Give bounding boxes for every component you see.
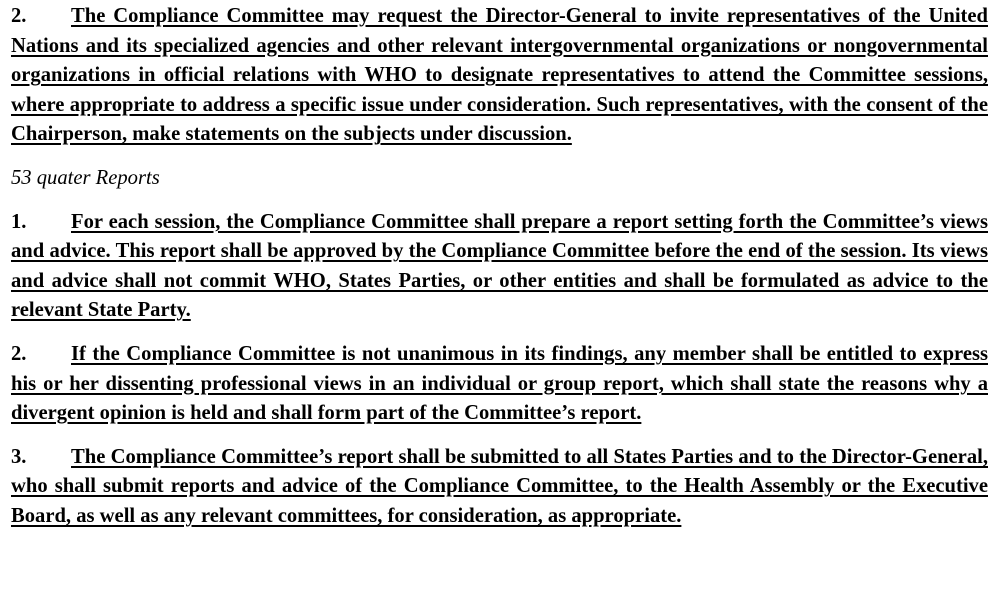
paragraph-number: 2. bbox=[11, 5, 27, 27]
paragraph-representatives bbox=[11, 2, 988, 150]
paragraph-text: The Compliance Committee may request the Director-General to invite representatives of the United Nations and its specialized agencies and other relevant intergovernmental organizations or nongovernmental organizations in official relations with WHO to designate representatives to attend the Committee sessions, where appropriate to address a specific issue under consideration. Such representatives, with the consent of the Chairperson, make statements on the subjects under discussion. bbox=[11, 5, 988, 146]
section-heading: 53 quater Reports bbox=[11, 166, 160, 189]
paragraph-number: 2. bbox=[11, 342, 27, 365]
paragraph-text: For each session, the Compliance Committee shall prepare a report setting forth the Committee’s views and advice. This report shall be approved by the Compliance Committee before the end of the session. Its views and advice shall not commit WHO, States Parties, or other entities and shall be formulated as advice to the relevant State Party. bbox=[11, 210, 988, 322]
paragraph-report-preparation bbox=[11, 208, 988, 326]
paragraph-dissenting-views bbox=[11, 340, 988, 429]
paragraph-report-submission bbox=[11, 443, 988, 532]
paragraph-number: 3. bbox=[11, 445, 27, 468]
paragraph-text: If the Compliance Committee is not unanimous in its findings, any member shall be entitled to express his or her dissenting professional views in an individual or group report, which shall state the reasons why a divergent opinion is held and shall form part of the Committee’s report. bbox=[11, 342, 988, 425]
paragraph-number: 1. bbox=[11, 210, 27, 233]
paragraph-text: The Compliance Committee’s report shall be submitted to all States Parties and to the Director-General, who shall submit reports and advice of the Compliance Committee, to the Health Assembly or the Executive Board, as well as any relevant committees, for consideration, as appropriate. bbox=[11, 445, 988, 527]
